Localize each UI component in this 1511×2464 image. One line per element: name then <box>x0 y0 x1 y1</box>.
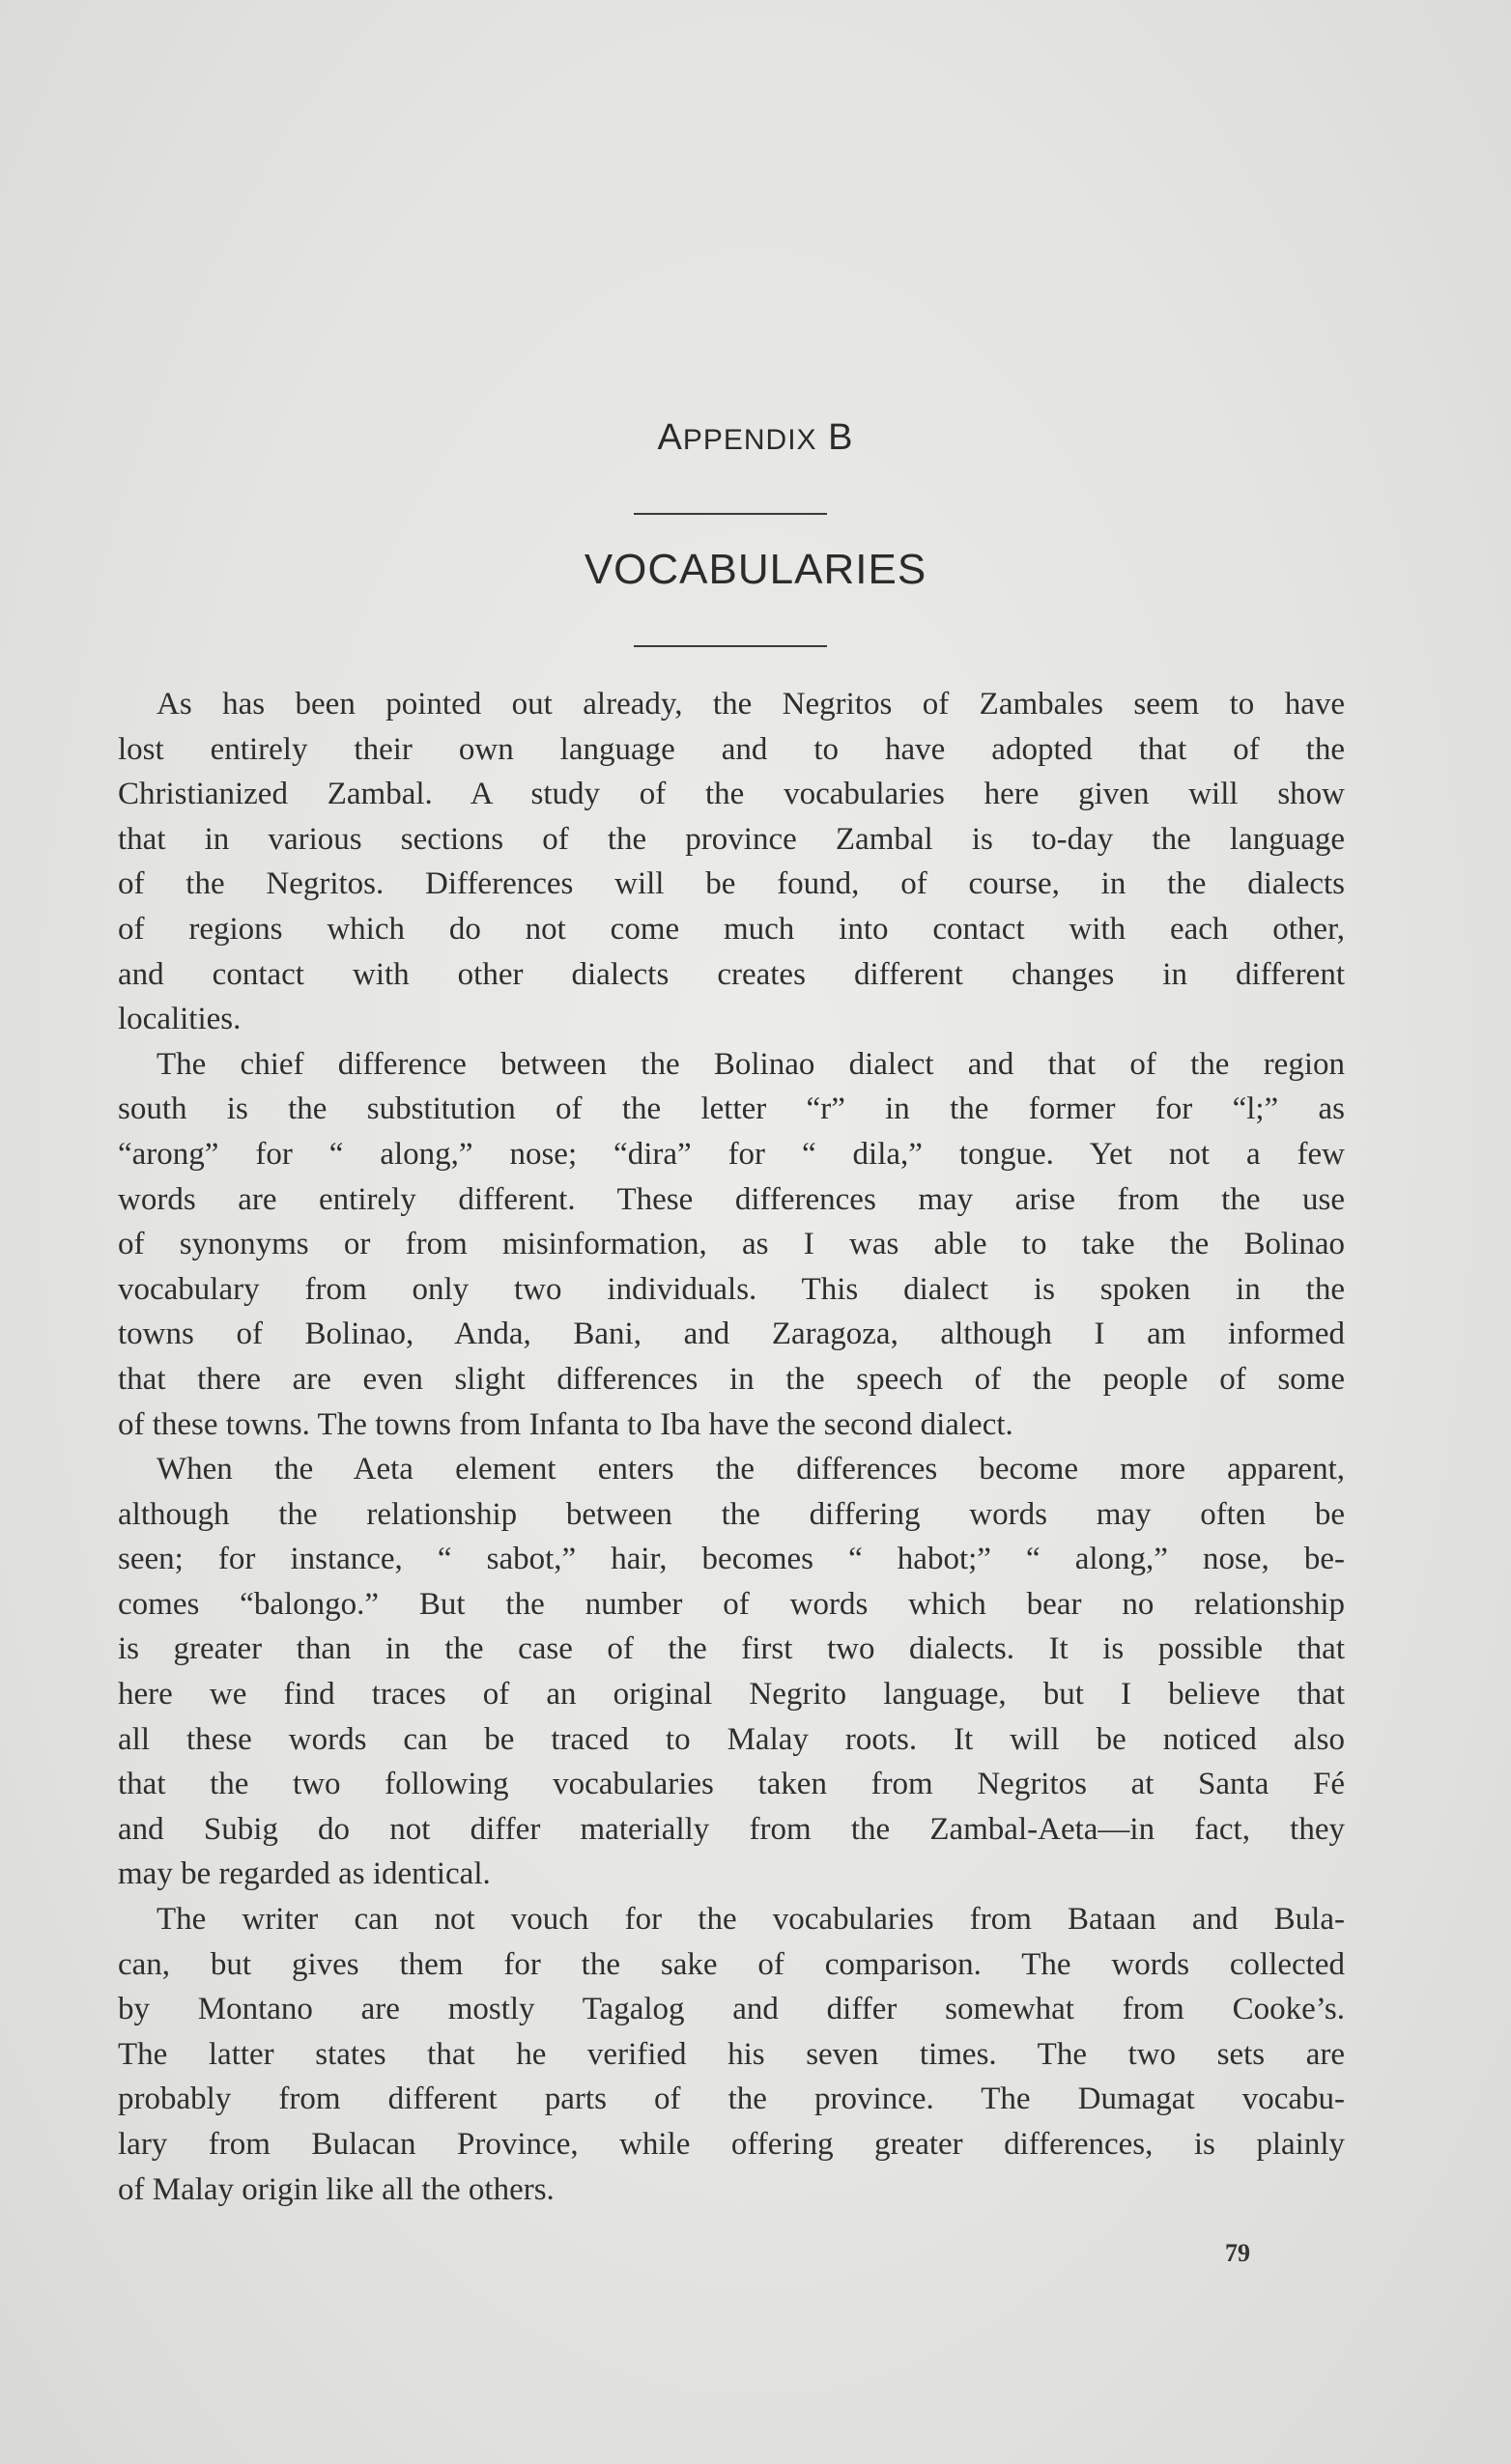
paragraph-1 <box>118 682 1345 1042</box>
text-line: here we find traces of an original Negrito language, but I believe that <box>118 1677 1345 1713</box>
page-title: VOCABULARIES <box>584 546 927 593</box>
text-line: that in various sections of the province Zambal is to-day the language <box>118 821 1345 857</box>
text-line: of synonyms or from misinformation, as I was able to take the Bolinao <box>118 1227 1345 1262</box>
text-line: Christianized Zambal. A study of the vocabularies here given will show <box>118 777 1345 812</box>
text-line: words are entirely different. These differences may arise from the use <box>118 1181 1345 1217</box>
appendix-letter: B <box>828 417 854 458</box>
text-line: of the Negritos. Differences will be found, of course, in the dialects <box>118 866 1345 902</box>
paragraph-4 <box>118 1897 1345 2212</box>
text-line: by Montano are mostly Tagalog and differ somewhat from Cooke’s. <box>118 1992 1345 2027</box>
text-line: of Malay origin like all the others. <box>118 2171 555 2207</box>
text-line: all these words can be traced to Malay roots. It will be noticed also <box>118 1721 1345 1757</box>
text-line: localities. <box>118 1002 242 1037</box>
text-line: probably from different parts of the province. The Dumagat vocabu- <box>118 2082 1345 2117</box>
bottom-divider <box>634 645 827 647</box>
text-line: can, but gives them for the sake of comparison. The words collected <box>118 1946 1345 1982</box>
text-line: “arong” for “ along,” nose; “dira” for “ dila,” tongue. Yet not a few <box>118 1136 1345 1172</box>
text-line: that the two following vocabularies taken from Negritos at Santa Fé <box>118 1767 1345 1802</box>
text-line: seen; for instance, “ sabot,” hair, becomes “ habot;” “ along,” nose, be- <box>118 1542 1345 1577</box>
text-line: that there are even slight differences in the speech of the people of some <box>118 1361 1345 1397</box>
text-line: and contact with other dialects creates different changes in different <box>118 956 1345 992</box>
text-line: vocabulary from only two individuals. This dialect is spoken in the <box>118 1271 1345 1307</box>
text-line: south is the substitution of the letter “r” in the former for “l;” as <box>118 1091 1345 1127</box>
text-line: lary from Bulacan Province, while offering greater differences, is plainly <box>118 2127 1345 2162</box>
text-line: The chief difference between the Bolinao dialect and that of the region <box>157 1046 1345 1082</box>
text-line: of regions which do not come much into contact with each other, <box>118 911 1345 947</box>
appendix-heading <box>0 417 1511 459</box>
text-line: although the relationship between the differing words may often be <box>118 1496 1345 1532</box>
text-line: The latter states that he verified his seven times. The two sets are <box>118 2036 1345 2072</box>
paragraph-3 <box>118 1447 1345 1897</box>
text-line: comes “balongo.” But the number of words which bear no relationship <box>118 1586 1345 1622</box>
text-line: towns of Bolinao, Anda, Bani, and Zaragoza, although I am informed <box>118 1317 1345 1352</box>
text-line: As has been pointed out already, the Negritos of Zambales seem to have <box>157 687 1345 722</box>
body-text <box>118 682 1345 2212</box>
text-line: is greater than in the case of the first two dialects. It is possible that <box>118 1631 1345 1667</box>
page-number: 79 <box>1225 2239 1250 2267</box>
text-line: The writer can not vouch for the vocabularies from Bataan and Bula- <box>157 1902 1345 1938</box>
top-divider <box>634 513 827 515</box>
text-line: and Subig do not differ materially from the Zambal-Aeta—in fact, they <box>118 1811 1345 1847</box>
text-line: lost entirely their own language and to have adopted that of the <box>118 731 1345 767</box>
appendix-first-letter: A <box>657 417 683 458</box>
text-line: of these towns. The towns from Infanta to Iba have the second dialect. <box>118 1406 1013 1442</box>
text-line: may be regarded as identical. <box>118 1856 491 1892</box>
appendix-rest: PPENDIX <box>682 424 817 456</box>
text-line: When the Aeta element enters the differences become more apparent, <box>157 1452 1345 1487</box>
paragraph-2 <box>118 1042 1345 1447</box>
